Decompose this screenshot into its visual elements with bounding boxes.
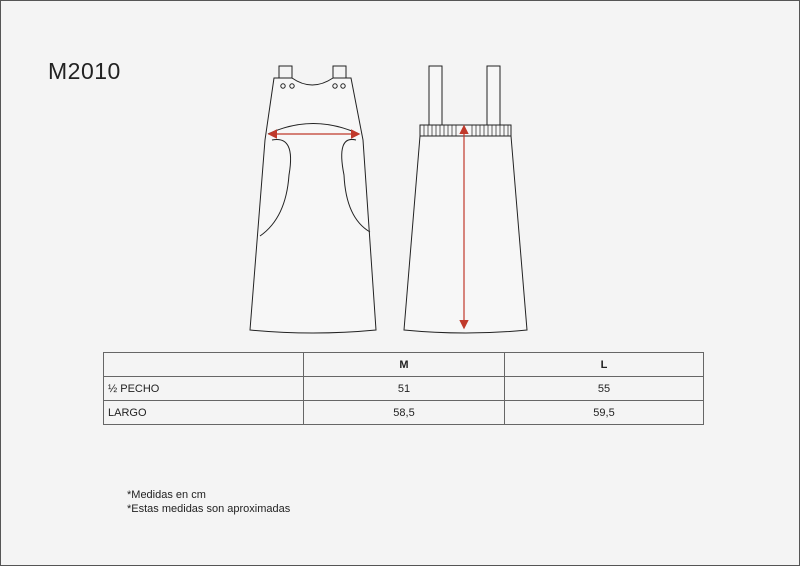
largo-l-value: 59,5 (505, 401, 704, 425)
pecho-m-value: 51 (304, 377, 505, 401)
size-table-row (104, 377, 704, 401)
size-table-header-l: L (505, 353, 704, 377)
back-view-drawing (404, 66, 527, 333)
back-dress-body (404, 125, 527, 333)
model-code: M2010 (48, 58, 121, 84)
front-left-strap (279, 66, 292, 79)
back-right-strap (487, 66, 500, 125)
note-approximate: *Estas medidas son aproximadas (127, 503, 291, 515)
row-label-largo: LARGO (104, 401, 304, 425)
front-dress-body (250, 78, 376, 333)
notes (127, 488, 290, 516)
size-table-header-row (104, 353, 704, 377)
largo-m-value: 58,5 (304, 401, 505, 425)
size-table (103, 352, 704, 425)
size-table-header-m: M (304, 353, 505, 377)
back-left-strap (429, 66, 442, 125)
note-units: *Medidas en cm (127, 489, 206, 501)
size-table-header-empty (104, 353, 304, 377)
front-right-strap (333, 66, 346, 79)
front-view-drawing (250, 66, 376, 333)
size-table-row (104, 401, 704, 425)
row-label-pecho: ½ PECHO (104, 377, 304, 401)
pecho-l-value: 55 (505, 377, 704, 401)
